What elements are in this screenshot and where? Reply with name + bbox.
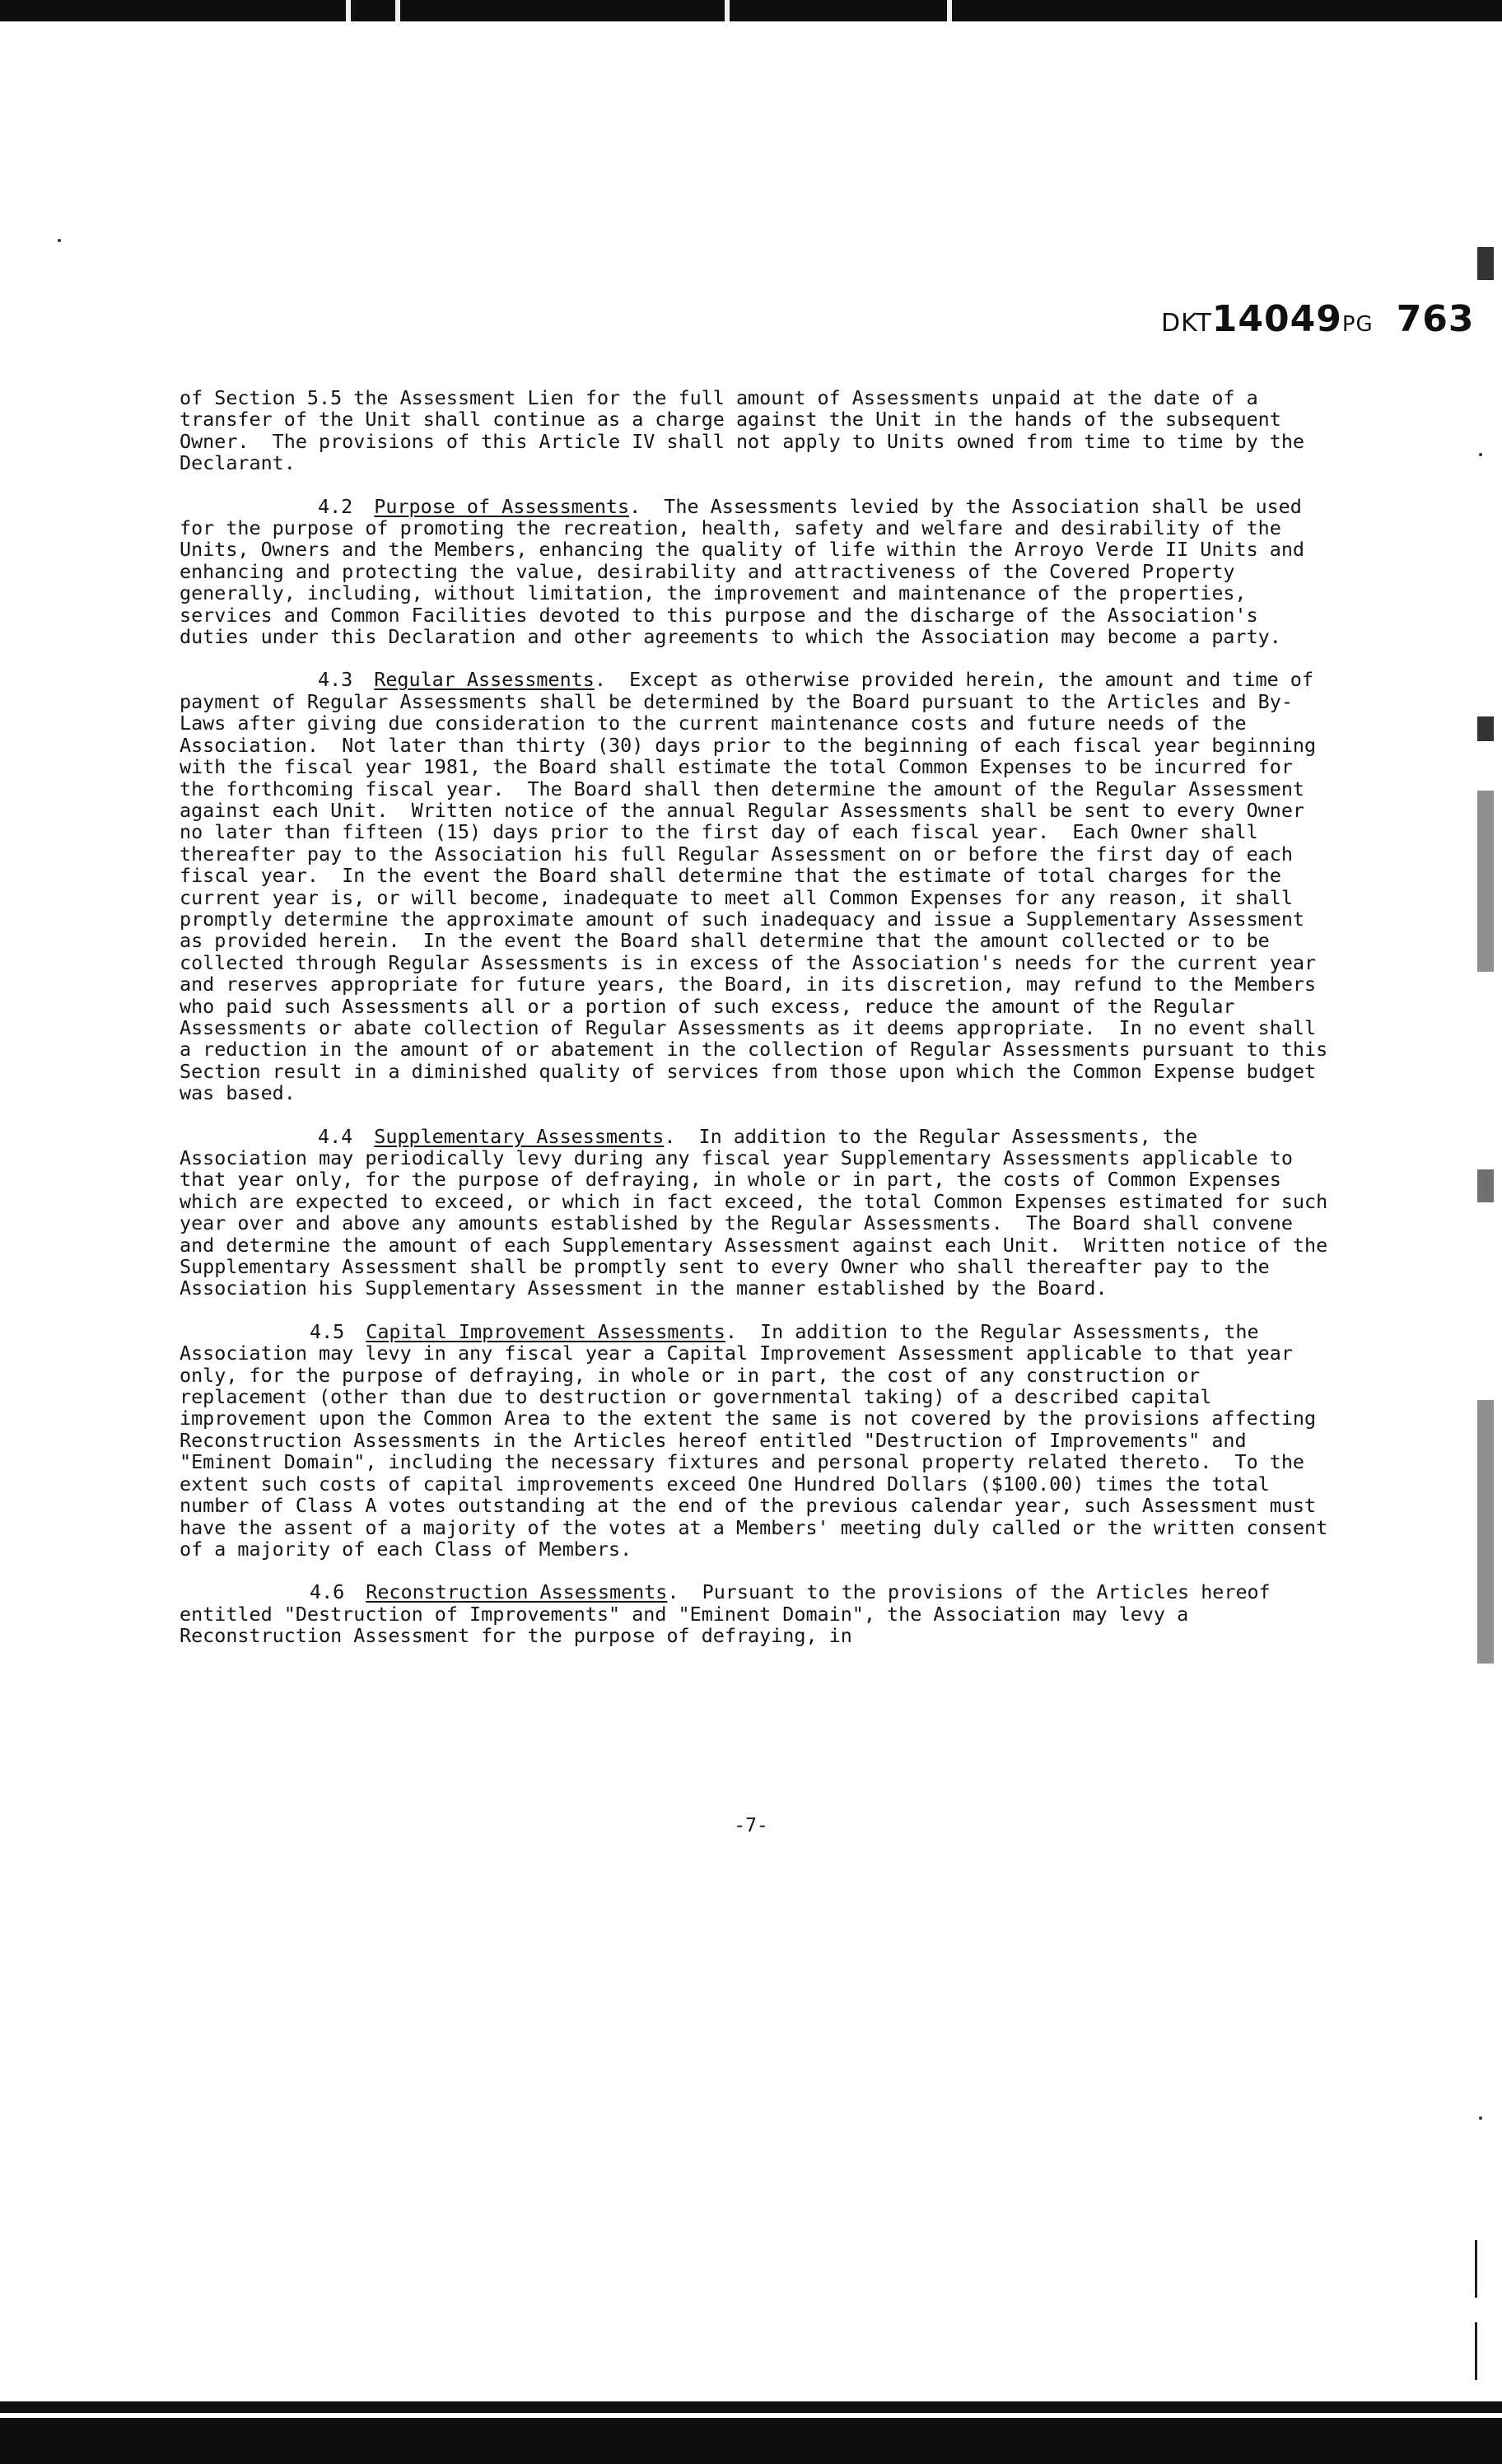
- recording-stamp: [1161, 298, 1475, 340]
- edge-line: [1475, 2322, 1477, 2380]
- scan-speck: [395, 0, 400, 21]
- section-text: . Except as otherwise provided herein, the amount and time of payment of Regular Assessments shall be determined by the Board pursuant to the Articles and By-Laws after giving due consideration to the current maintenance costs and future needs of the Association. Not later than thirty (30) days prior to the beginning of each fiscal year beginning with the fiscal year 1981, the Board shall estimate the total Common Expenses to be incurred for the forthcoming fiscal year. The Board shall then determine the amount of the Regular Assessment against each Unit. Written notice of the annual Regular Assessments shall be sent to every Owner no later than fifteen (15) days prior to the first day of each fiscal year. Each Owner shall thereafter pay to the Association his full Regular Assessment on or before the first day of each fiscal year. In the event the Board shall determine that the estimate of total charges for the current year is, or will become, inadequate to meet all Common Expenses for any reason, it shall promptly determine the approximate amount of such inadequacy and issue a Supplementary Assessment as provided herein. In the event the Board shall determine that the amount collected or to be collected through Regular Assessments is in excess of the Association's needs for the current year and reserves appropriate for future years, the Board, in its discretion, may refund to the Members who paid such Assessments all or a portion of such excess, reduce the amount of the Regular Assessments or abate collection of Regular Assessments as it deems appropriate. In no event shall a reduction in the amount of or abatement in the collection of Regular Assessments pursuant to this Section result in a diminished quality of services from those upon which the Common Expense budget was based.: [180, 668, 1340, 1105]
- section-number: 4.3: [318, 668, 353, 692]
- scan-speck: [346, 0, 351, 21]
- section-text: . Pursuant to the provisions of the Articles hereof entitled "Destruction of Improvements" and "Eminent Domain", the Association may levy a Reconstruction Assessment for the purpose of defraying, in: [180, 1580, 1282, 1648]
- section-text: . The Assessments levied by the Association shall be used for the purpose of promoting the recreation, health, safety and welfare and desirability of the Units, Owners and the Members, enhancing the quality of life within the Arroyo Verde II Units and enhancing and protecting the value, desirability and attractiveness of the Covered Property generally, including, without limitation, the improvement and maintenance of the properties, services and Common Facilities devoted to this purpose and the discharge of the Association's duties under this Declaration and other agreements to which the Association may become a party.: [180, 494, 1317, 649]
- scan-bottom-rule: [0, 2401, 1502, 2413]
- section-number: 4.6: [310, 1580, 345, 1604]
- scan-top-border: [0, 0, 1502, 21]
- section-number: 4.2: [318, 494, 353, 518]
- section-text: . In addition to the Regular Assessments, the Association may periodically levy during any fiscal year Supplementary Assessments applicable to that year only, for the purpose of defraying, in whole or in part, the costs of Common Expenses which are expected to exceed, or which in fact exceed, the total Common Expenses estimated for such year over and above any amounts established by the Regular Assessments. The Board shall convene and determine the amount of each Supplementary Assessment against each Unit. Written notice of the Supplementary Assessment shall be promptly sent to every Owner who shall thereafter pay to the Association his Supplementary Assessment in the manner established by the Board.: [180, 1124, 1340, 1300]
- section-number: 4.5: [310, 1319, 345, 1343]
- section-4-3: [180, 668, 1340, 1105]
- section-heading: Reconstruction Assessments: [366, 1580, 668, 1604]
- stamp-page: 763: [1396, 298, 1475, 340]
- stamp-book: 14049: [1211, 298, 1342, 340]
- scan-bottom-border: [0, 2418, 1502, 2464]
- section-heading: Regular Assessments: [374, 668, 595, 692]
- scan-dot: [1479, 453, 1482, 456]
- page-number: -7-: [734, 1815, 768, 1836]
- section-4-5: [180, 1319, 1340, 1561]
- edge-mark: [1477, 247, 1494, 280]
- edge-mark: [1477, 1400, 1494, 1664]
- edge-mark: [1477, 791, 1494, 972]
- section-number: 4.4: [318, 1124, 353, 1148]
- scan-speck: [947, 0, 952, 21]
- edge-mark: [1477, 1169, 1494, 1202]
- section-heading: Supplementary Assessments: [374, 1124, 665, 1148]
- edge-mark: [1477, 716, 1494, 741]
- edge-line: [1475, 2240, 1477, 2298]
- stamp-pg-label: PG: [1341, 312, 1374, 337]
- section-heading: Purpose of Assessments: [374, 494, 630, 518]
- continuation-paragraph: of Section 5.5 the Assessment Lien for the full amount of Assessments unpaid at the date of a transfer of the Unit shall continue as a charge against the Unit in the hands of the subsequent Owner. The provisions of this Article IV shall not apply to Units owned from time to time by the Declarant.: [180, 386, 1317, 475]
- stamp-prefix: DKT: [1161, 309, 1212, 338]
- section-4-4: [180, 1124, 1340, 1300]
- scan-speck: [725, 0, 730, 21]
- section-text: . In addition to the Regular Assessments, the Association may levy in any fiscal year a Capital Improvement Assessment applicable to that year only, for the purpose of defraying, in whole or in part, the cost of any construction or replacement (other than due to destruction or governmental taking) of a described capital improvement upon the Common Area to the extent the same is not covered by the provisions affecting Reconstruction Assessments in the Articles hereof entitled "Destruction of Improvements" and "Eminent Domain", including the necessary fixtures and personal property related thereto. To the extent such costs of capital improvements exceed One Hundred Dollars ($100.00) times the total number of Class A votes outstanding at the end of the previous calendar year, such Assessment must have the assent of a majority of the votes at a Members' meeting duly called or the written consent of a majority of each Class of Members.: [180, 1319, 1340, 1561]
- section-4-2: [180, 496, 1331, 648]
- document-body: [180, 386, 1340, 1668]
- scan-dot: [1479, 2116, 1482, 2120]
- section-4-6: [180, 1581, 1331, 1646]
- scan-dot: [58, 239, 61, 242]
- section-heading: Capital Improvement Assessments: [366, 1319, 725, 1343]
